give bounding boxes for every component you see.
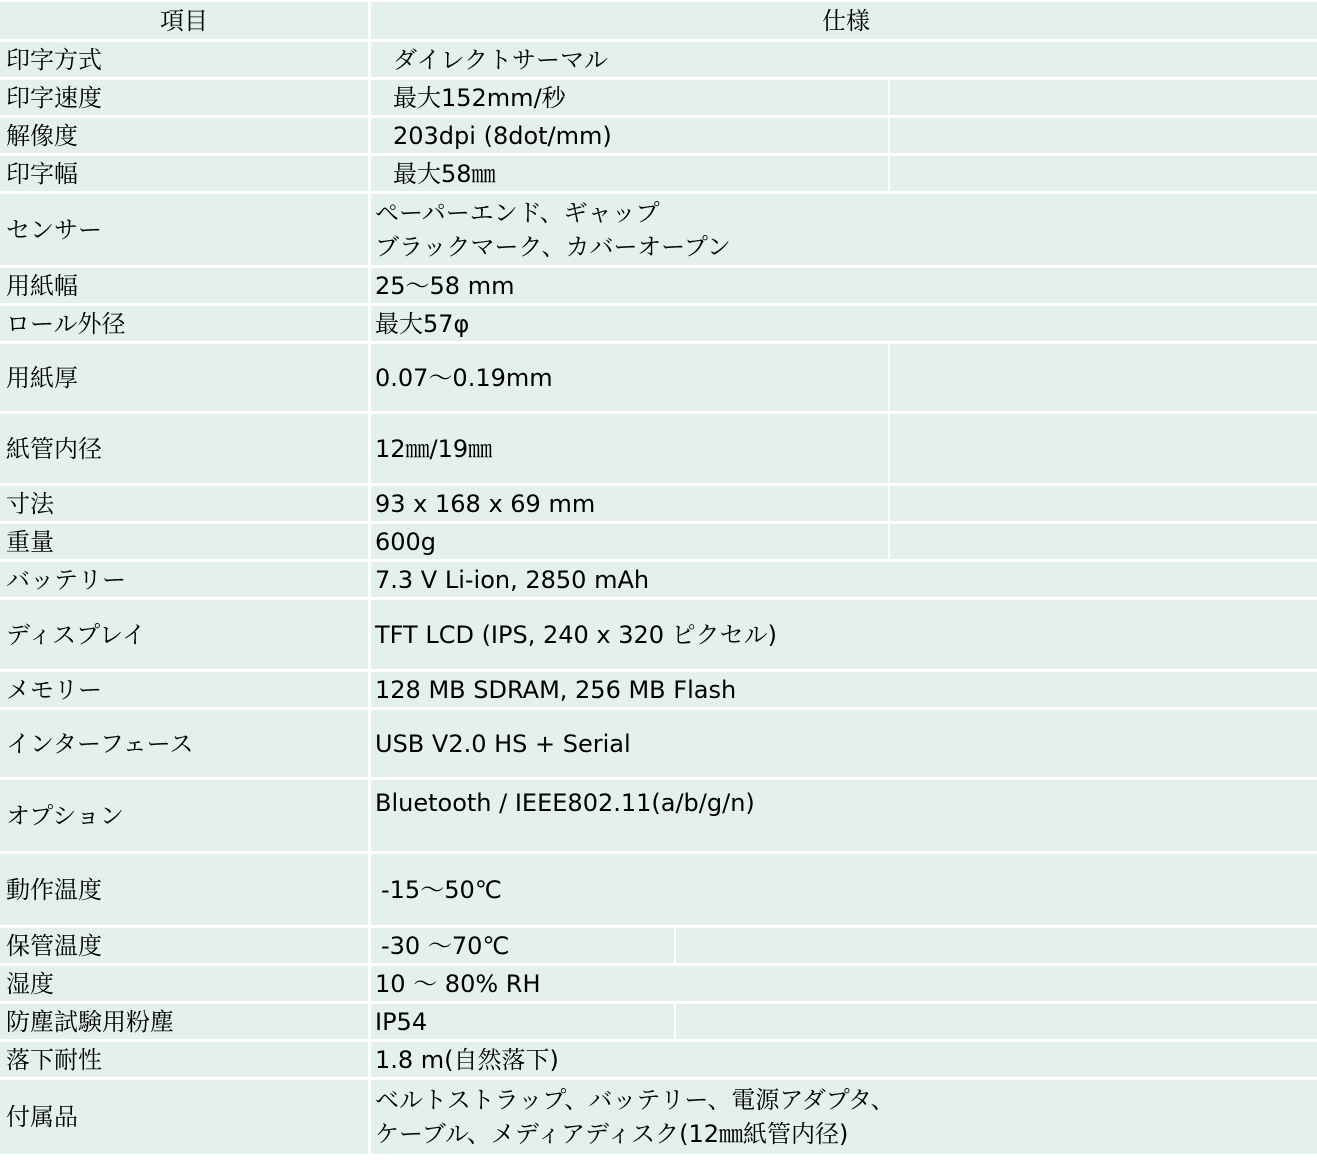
row-value-text: 203dpi (8dot/mm): [393, 121, 612, 150]
row-value: [371, 1004, 1317, 1042]
cell-divider: [674, 928, 676, 963]
row-value: -15～50℃: [371, 854, 1317, 928]
row-value: 10 ～ 80% RH: [371, 966, 1317, 1004]
header-item: 項目: [0, 2, 371, 42]
row-label: 解像度: [0, 118, 371, 156]
cell-divider: [888, 156, 890, 191]
row-value-line: ケーブル、メディアディスク(12㎜紙管内径): [375, 1120, 849, 1148]
row-value-text: 最大152mm/秒: [393, 83, 566, 112]
row-value-text: 600g: [375, 527, 437, 556]
cell-divider: [888, 80, 890, 115]
row-label: オプション: [0, 780, 371, 854]
cell-divider: [888, 118, 890, 153]
row-value: ダイレクトサーマル: [371, 42, 1317, 80]
cell-divider: [888, 524, 890, 559]
row-label: ディスプレイ: [0, 600, 371, 672]
row-value: 最大57φ: [371, 306, 1317, 344]
row-label: 保管温度: [0, 928, 371, 966]
row-value-text: IP54: [375, 1007, 428, 1036]
row-value: [371, 80, 1317, 118]
header-spec: 仕様: [371, 2, 1317, 42]
row-value: Bluetooth / IEEE802.11(a/b/g/n): [371, 780, 1317, 854]
cell-divider: [674, 1004, 676, 1039]
row-value: [371, 194, 1317, 268]
row-value: 7.3 V Li-ion, 2850 mAh: [371, 562, 1317, 600]
row-value-text: 0.07～0.19mm: [375, 363, 553, 392]
row-value-line: ペーパーエンド、ギャップ: [375, 198, 660, 227]
row-value: 1.8 m(自然落下): [371, 1042, 1317, 1080]
row-label: 寸法: [0, 486, 371, 524]
row-value-text: 93 x 168 x 69 mm: [375, 489, 596, 518]
row-label: 印字幅: [0, 156, 371, 194]
row-label: 印字方式: [0, 42, 371, 80]
row-value: [371, 118, 1317, 156]
row-label: 湿度: [0, 966, 371, 1004]
row-value-line: ブラックマーク、カバーオープン: [375, 232, 731, 261]
row-value: [371, 344, 1317, 414]
row-value-line: ベルトストラップ、バッテリー、電源アダプタ、: [375, 1086, 895, 1114]
row-label: 落下耐性: [0, 1042, 371, 1080]
row-value-text: 最大58㎜: [393, 159, 496, 188]
spec-table: [0, 2, 1317, 1154]
row-label: 動作温度: [0, 854, 371, 928]
row-value-text: -30 ～70℃: [381, 931, 510, 960]
row-value: [371, 156, 1317, 194]
row-value: 128 MB SDRAM, 256 MB Flash: [371, 672, 1317, 710]
row-value-text: 12㎜/19㎜: [375, 434, 493, 463]
row-label: ロール外径: [0, 306, 371, 344]
cell-divider: [888, 344, 890, 411]
row-label: センサー: [0, 194, 371, 268]
row-value: [371, 486, 1317, 524]
row-label: 付属品: [0, 1080, 371, 1154]
row-value: 25～58 mm: [371, 268, 1317, 306]
row-label: メモリー: [0, 672, 371, 710]
row-label: 重量: [0, 524, 371, 562]
row-label: 用紙幅: [0, 268, 371, 306]
row-label: バッテリー: [0, 562, 371, 600]
row-value: USB V2.0 HS + Serial: [371, 710, 1317, 780]
row-label: 防塵試験用粉塵: [0, 1004, 371, 1042]
row-label: 用紙厚: [0, 344, 371, 414]
cell-divider: [888, 414, 890, 483]
row-value: [371, 414, 1317, 486]
row-value: [371, 928, 1317, 966]
row-value: [371, 524, 1317, 562]
cell-divider: [888, 486, 890, 521]
row-label: インターフェース: [0, 710, 371, 780]
row-label: 印字速度: [0, 80, 371, 118]
row-value: [371, 1080, 1317, 1154]
row-value: TFT LCD (IPS, 240 x 320 ピクセル): [371, 600, 1317, 672]
row-label: 紙管内径: [0, 414, 371, 486]
